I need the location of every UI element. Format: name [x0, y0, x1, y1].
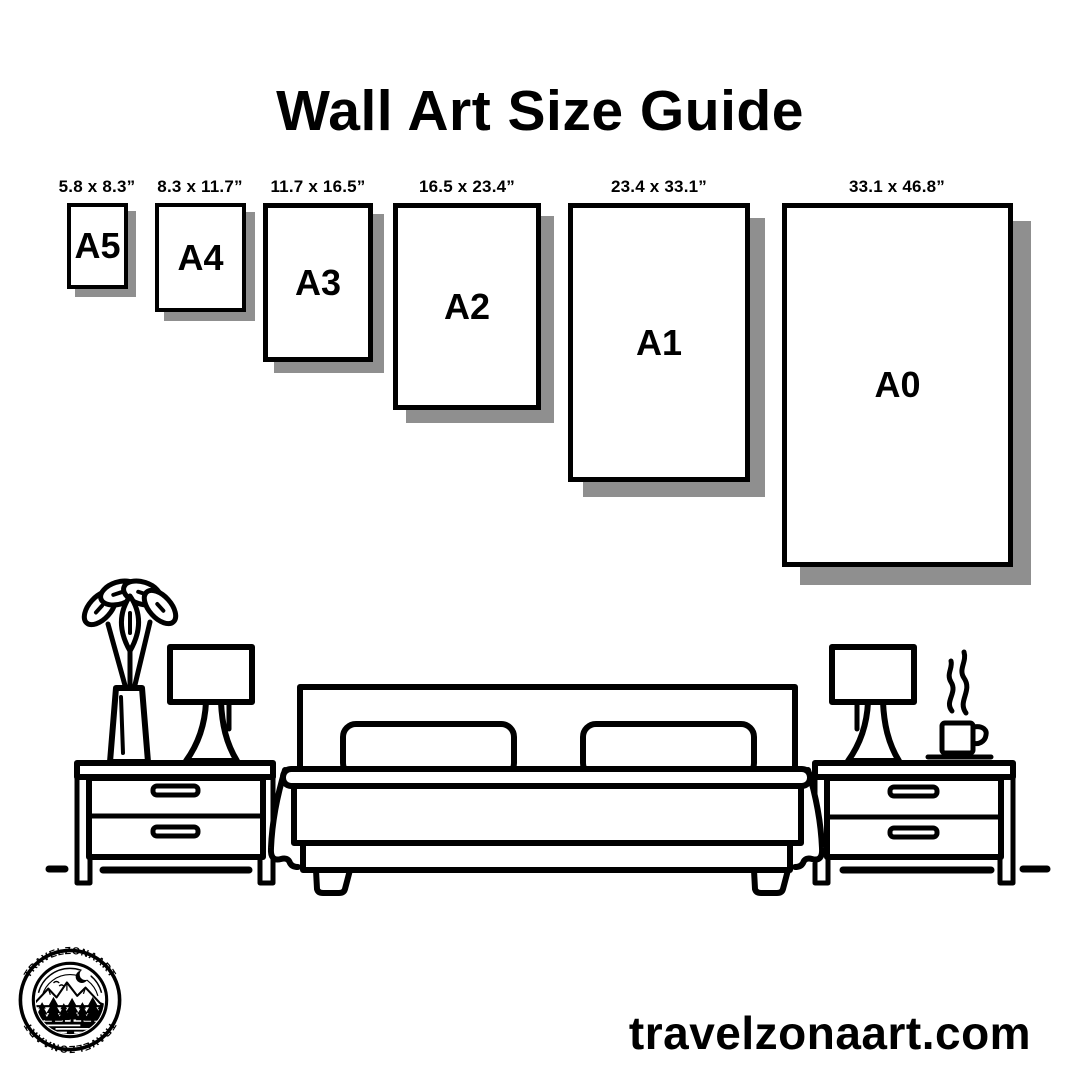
size-card-a0 [782, 203, 1013, 567]
size-label-a2: A2 [443, 285, 491, 327]
nightstand-left-icon [77, 763, 273, 883]
vase-highlight [121, 697, 123, 753]
badge-arc-text-bottom: ·TRAVELZONAART· [20, 1016, 120, 1055]
size-label-a3: A3 [294, 261, 342, 303]
brand-logo-badge [8, 938, 132, 1062]
size-card-a4 [155, 203, 246, 312]
size-dims-a1: 23.4 x 33.1” [611, 177, 707, 196]
page-title: Wall Art Size Guide [276, 79, 804, 144]
size-label-a0: A0 [874, 364, 921, 405]
steam [962, 652, 967, 713]
size-card-a3 [263, 203, 373, 362]
size-dims-a4: 8.3 x 11.7” [157, 177, 243, 196]
size-label-a1: A1 [635, 321, 683, 363]
vase [110, 688, 148, 762]
steam [949, 661, 953, 711]
plant-leaves [78, 577, 181, 651]
size-card-a5 [67, 203, 128, 289]
website-text: travelzonaart.com [628, 1007, 1032, 1059]
size-dims-a2: 16.5 x 23.4” [419, 177, 515, 196]
size-dims-a0: 33.1 x 46.8” [849, 177, 945, 196]
size-label-a5: A5 [74, 225, 121, 266]
size-card-a1 [568, 203, 750, 482]
nightstand-right-icon [815, 763, 1013, 883]
leaf-vein [113, 592, 122, 595]
bed-icon [271, 687, 822, 893]
lamp-shade [170, 647, 252, 702]
bed-front-panel [294, 786, 801, 843]
size-card-a2 [393, 203, 541, 410]
size-dims-a5: 5.8 x 8.3” [58, 177, 136, 196]
bedroom-scene [0, 560, 1080, 920]
potted-plant-icon [78, 577, 181, 762]
birds-icon [53, 982, 63, 987]
table-lamp-left-icon [170, 647, 252, 761]
bed-leg [754, 870, 788, 893]
nightstand-top [77, 763, 273, 777]
bed-leg [316, 870, 350, 893]
nightstand-top [815, 763, 1013, 777]
size-dims-a3: 11.7 x 16.5” [270, 177, 366, 196]
lamp-shade [832, 647, 914, 702]
table-lamp-right-icon [832, 647, 914, 761]
coffee-mug-icon [928, 652, 991, 757]
bed-base [303, 843, 790, 870]
size-label-a4: A4 [177, 236, 224, 278]
mug-body [942, 723, 973, 753]
badge-arc-text-top: ·TRAVELZONAART· [20, 945, 120, 984]
